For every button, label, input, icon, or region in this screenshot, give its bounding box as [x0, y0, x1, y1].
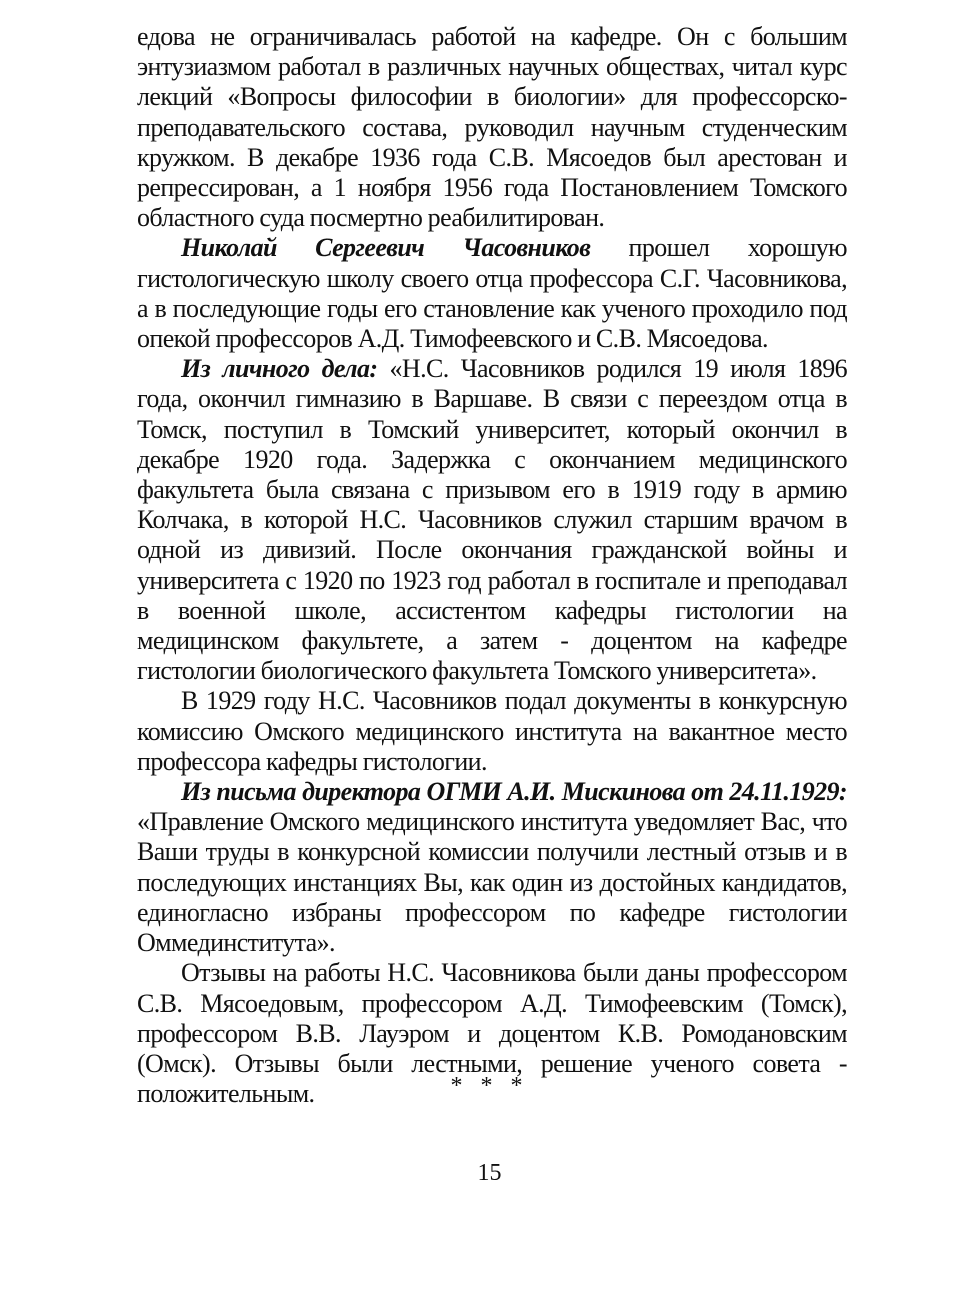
page-number: 15: [477, 1160, 502, 1186]
paragraph-1-text: едова не ограничивалась работой на кафедре. Он с большим энтузиазмом работал в различных научных обществах, читал курс лекций «Вопросы философии в биологии» для профессорско-преподавательского состава, руководил научным студенческим кружком. В декабре 1936 года С.В. Мясоедов был арестован и репрессирован, а 1 ноября 1956 года Постановлением Томского областного суда посмертно реабилитирован.: [137, 22, 847, 233]
paragraph-5-lead: Из письма директора ОГМИ А.И. Мискинова от 24.11.1929:: [181, 777, 847, 807]
paragraph-3: [137, 354, 847, 686]
paragraph-4-text: В 1929 году Н.С. Часовников подал документы в конкурсную комиссию Омского медицинского института на вакантное место профессора кафедры гистологии.: [137, 686, 847, 776]
paragraph-3-lead: Из личного дела:: [181, 354, 378, 384]
paragraph-2-text: прошел хорошую гистологическую школу своего отца профессора С.Г. Часовникова, а в последующие годы его становление как ученого проходило под опекой профессоров А.Д. Тимофеевского и С.В. Мясоедова.: [137, 233, 847, 354]
paragraph-6-text: Отзывы на работы Н.С. Часовникова были даны профессором С.В. Мясоедовым, профессором А.Д. Тимофеевским (Томск), профессором В.В. Лауэром и доцентом К.В. Ромодановским (Омск). Отзывы были лестными, решение ученого совета - положительным.: [137, 958, 847, 1109]
paragraph-2-lead: Николай Сергеевич Часовников: [181, 233, 591, 263]
paragraph-1: [137, 22, 847, 233]
paragraph-3-text: «Н.С. Часовников родился 19 июля 1896 года, окончил гимназию в Варшаве. В связи с переездом отца в Томск, поступил в Томский университет, который окончил в декабре 1920 года. Задержка с окончанием медицинского факультета была связана с призывом его в 1919 году в армию Колчака, в которой Н.С. Часовников служил старшим врачом в одной из дивизий. После окончания гражданской войны и университета с 1920 по 1923 год работал в госпитале и преподавал в военной школе, ассистентом кафедры гистологии на медицинском факультете, а затем - доцентом на кафедре гистологии биологического факультета Томского университета».: [137, 354, 848, 686]
section-separator: * * *: [450, 1073, 529, 1099]
paragraph-2: [137, 233, 847, 354]
page-body: [137, 22, 847, 1109]
paragraph-5: [137, 777, 847, 958]
paragraph-5-text: «Правление Омского медицинского института уведомляет Вас, что Ваши труды в конкурсной комиссии получили лестный отзыв и в последующих инстанциях Вы, как один из достойных кандидатов, единогласно избраны профессором по кафедре гистологии Оммединститута».: [137, 807, 847, 958]
paragraph-4: [137, 686, 847, 777]
